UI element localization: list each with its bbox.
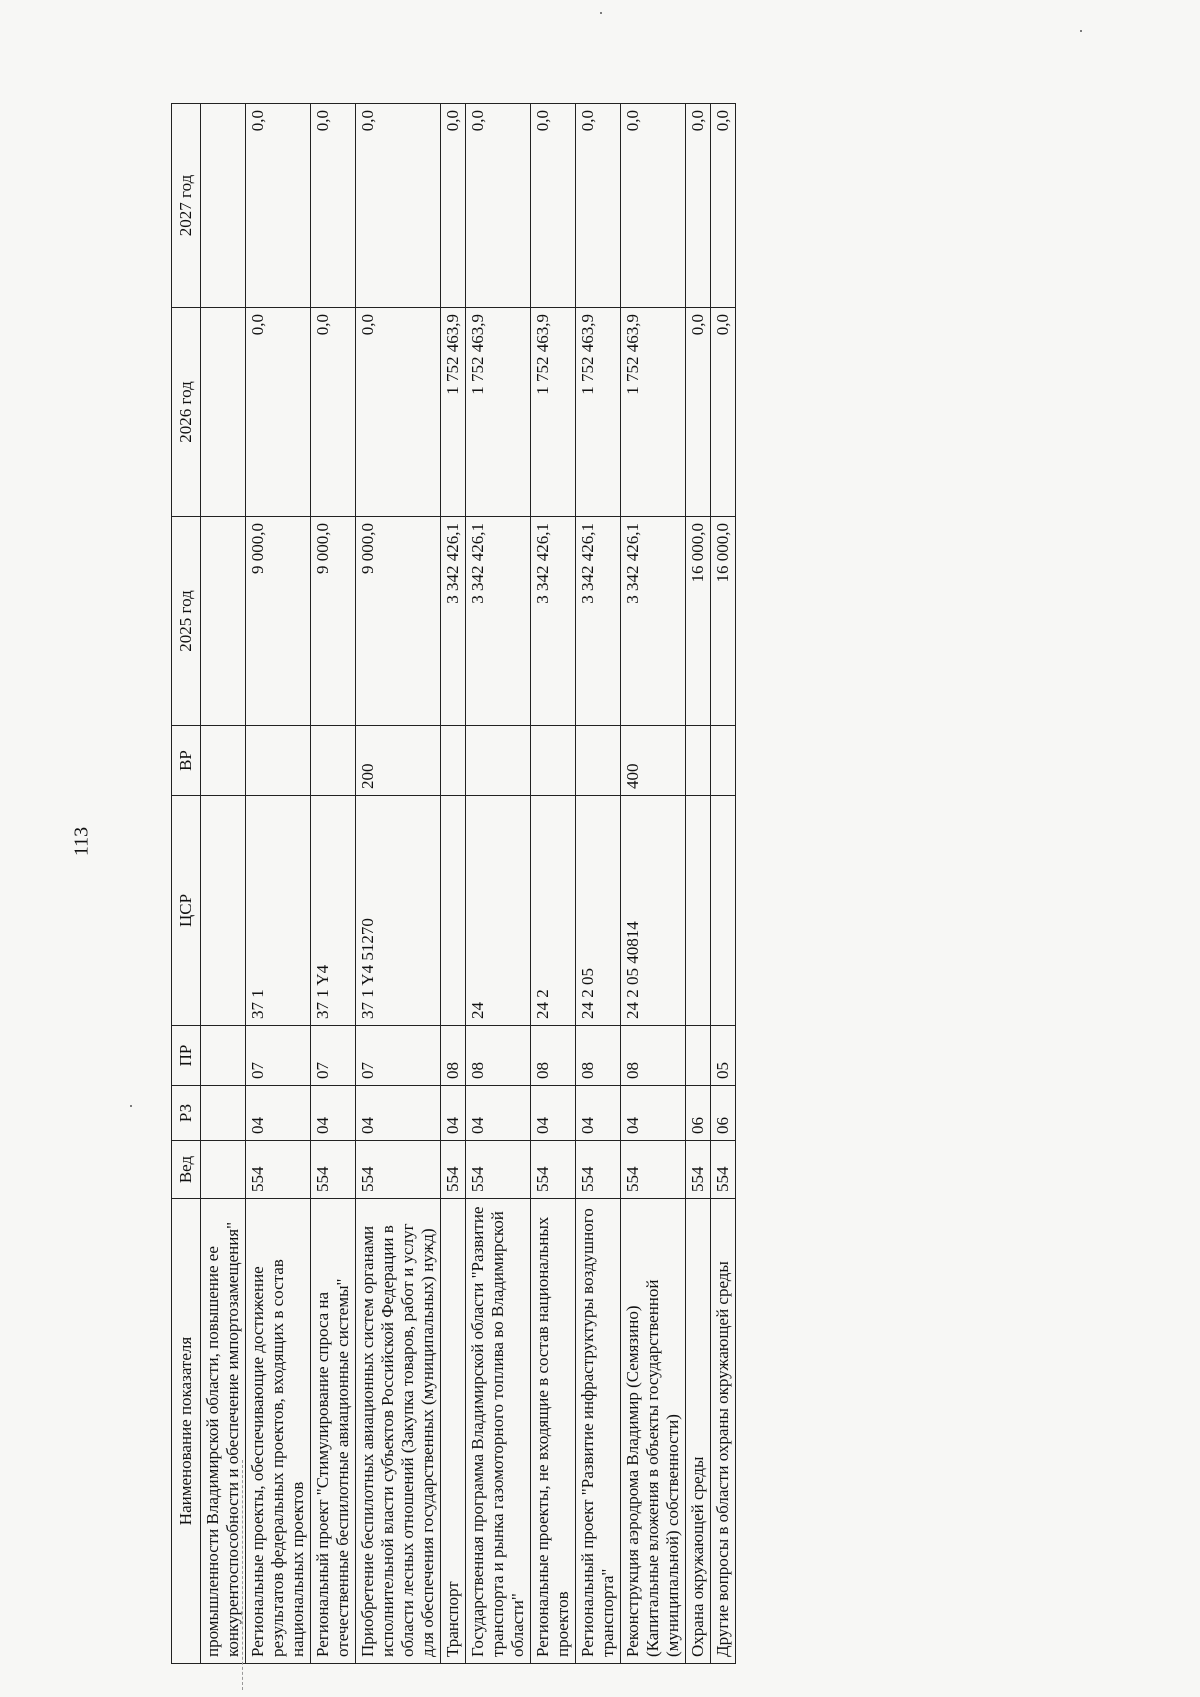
cell-2027: 0,0 xyxy=(531,104,576,308)
cell-2025: 3 342 426,1 xyxy=(531,517,576,726)
cell-csr xyxy=(201,796,246,1026)
table-row xyxy=(711,104,736,1664)
cell-rz: 06 xyxy=(686,1086,711,1141)
budget-table xyxy=(171,103,736,1664)
cell-ved: 554 xyxy=(711,1141,736,1199)
cell-2027 xyxy=(201,104,246,308)
cell-rz xyxy=(201,1086,246,1141)
cell-2027: 0,0 xyxy=(356,104,441,308)
scan-speck xyxy=(600,12,602,14)
header-2025: 2025 год xyxy=(172,517,201,726)
cell-2026: 1 752 463,9 xyxy=(621,308,686,517)
table-row xyxy=(621,104,686,1664)
cell-2027: 0,0 xyxy=(576,104,621,308)
cell-pr xyxy=(201,1026,246,1086)
cell-csr xyxy=(711,796,736,1026)
cell-vr xyxy=(576,726,621,796)
cell-csr: 24 2 05 40814 xyxy=(621,796,686,1026)
cell-name: Региональные проекты, не входящие в состав национальных проектов xyxy=(531,1199,576,1664)
cell-2027: 0,0 xyxy=(246,104,311,308)
cell-2026: 1 752 463,9 xyxy=(531,308,576,517)
cell-2025: 3 342 426,1 xyxy=(621,517,686,726)
cell-name: Транспорт xyxy=(441,1199,466,1664)
cell-ved: 554 xyxy=(531,1141,576,1199)
cell-2026 xyxy=(201,308,246,517)
header-vr: ВР xyxy=(172,726,201,796)
cell-csr: 24 xyxy=(466,796,531,1026)
cell-2026: 1 752 463,9 xyxy=(466,308,531,517)
table-row xyxy=(356,104,441,1664)
cell-ved: 554 xyxy=(466,1141,531,1199)
cell-pr: 08 xyxy=(441,1026,466,1086)
header-2027: 2027 год xyxy=(172,104,201,308)
cell-2026: 1 752 463,9 xyxy=(441,308,466,517)
cell-pr: 07 xyxy=(311,1026,356,1086)
cell-rz: 04 xyxy=(356,1086,441,1141)
cell-2026: 0,0 xyxy=(311,308,356,517)
cell-rz: 06 xyxy=(711,1086,736,1141)
cell-vr xyxy=(311,726,356,796)
cell-rz: 04 xyxy=(576,1086,621,1141)
cell-name: Государственная программа Владимирской области "Развитие транспорта и рынка газомоторного топлива во Владимирской области" xyxy=(466,1199,531,1664)
cell-name: Приобретение беспилотных авиационных систем органами исполнительной власти субъектов Российской Федерации в области лесных отношений (Закупка товаров, работ и услуг для обеспечения государственных (муниципальных) нужд) xyxy=(356,1199,441,1664)
cell-pr: 07 xyxy=(246,1026,311,1086)
cell-ved: 554 xyxy=(686,1141,711,1199)
header-name: Наименование показателя xyxy=(172,1199,201,1664)
cell-rz: 04 xyxy=(621,1086,686,1141)
cell-pr: 07 xyxy=(356,1026,441,1086)
table-row xyxy=(311,104,356,1664)
cell-ved: 554 xyxy=(311,1141,356,1199)
table-row xyxy=(576,104,621,1664)
cell-csr: 37 1 Y4 51270 xyxy=(356,796,441,1026)
cell-ved xyxy=(201,1141,246,1199)
header-pr: ПР xyxy=(172,1026,201,1086)
cell-2026: 1 752 463,9 xyxy=(576,308,621,517)
cell-pr: 05 xyxy=(711,1026,736,1086)
cell-2027: 0,0 xyxy=(686,104,711,308)
cell-2025: 16 000,0 xyxy=(686,517,711,726)
cell-2026: 0,0 xyxy=(711,308,736,517)
cell-2025 xyxy=(201,517,246,726)
table-row xyxy=(531,104,576,1664)
cell-rz: 04 xyxy=(246,1086,311,1141)
cell-csr xyxy=(441,796,466,1026)
header-ved: Вед xyxy=(172,1141,201,1199)
cell-2027: 0,0 xyxy=(441,104,466,308)
table-row xyxy=(686,104,711,1664)
cell-ved: 554 xyxy=(576,1141,621,1199)
cell-pr: 08 xyxy=(466,1026,531,1086)
cell-2025: 9 000,0 xyxy=(246,517,311,726)
cell-2027: 0,0 xyxy=(711,104,736,308)
cell-name: Региональный проект "Стимулирование спроса на отечественные беспилотные авиационные системы" xyxy=(311,1199,356,1664)
cell-pr xyxy=(686,1026,711,1086)
cell-2025: 9 000,0 xyxy=(356,517,441,726)
table-header-row xyxy=(172,104,201,1664)
scan-artifact-line xyxy=(242,1460,243,1690)
cell-vr xyxy=(201,726,246,796)
cell-2025: 9 000,0 xyxy=(311,517,356,726)
cell-vr xyxy=(711,726,736,796)
cell-name: Охрана окружающей среды xyxy=(686,1199,711,1664)
cell-2025: 3 342 426,1 xyxy=(576,517,621,726)
scan-speck xyxy=(130,1105,132,1107)
cell-vr xyxy=(531,726,576,796)
cell-vr: 400 xyxy=(621,726,686,796)
cell-pr: 08 xyxy=(576,1026,621,1086)
page-number: 113 xyxy=(70,826,93,857)
table-row xyxy=(466,104,531,1664)
cell-vr xyxy=(686,726,711,796)
cell-pr: 08 xyxy=(621,1026,686,1086)
cell-csr xyxy=(686,796,711,1026)
cell-name: Региональные проекты, обеспечивающие достижение результатов федеральных проектов, входящих в состав национальных проектов xyxy=(246,1199,311,1664)
header-2026: 2026 год xyxy=(172,308,201,517)
header-csr: ЦСР xyxy=(172,796,201,1026)
cell-2026: 0,0 xyxy=(246,308,311,517)
cell-csr: 37 1 Y4 xyxy=(311,796,356,1026)
cell-2027: 0,0 xyxy=(311,104,356,308)
cell-2025: 16 000,0 xyxy=(711,517,736,726)
cell-rz: 04 xyxy=(441,1086,466,1141)
cell-vr xyxy=(246,726,311,796)
header-rz: РЗ xyxy=(172,1086,201,1141)
cell-ved: 554 xyxy=(246,1141,311,1199)
cell-rz: 04 xyxy=(311,1086,356,1141)
cell-ved: 554 xyxy=(356,1141,441,1199)
cell-2025: 3 342 426,1 xyxy=(441,517,466,726)
budget-table-sheet xyxy=(171,104,1121,1664)
cell-csr: 24 2 xyxy=(531,796,576,1026)
cell-name: Региональный проект "Развитие инфраструктуры воздушного транспорта" xyxy=(576,1199,621,1664)
cell-rz: 04 xyxy=(531,1086,576,1141)
cell-csr: 24 2 05 xyxy=(576,796,621,1026)
cell-2025: 3 342 426,1 xyxy=(466,517,531,726)
cell-name: промышленности Владимирской области, повышение ее конкурентоспособности и обеспечение импортозамещения" xyxy=(201,1199,246,1664)
table-body xyxy=(201,104,736,1664)
table-row xyxy=(441,104,466,1664)
cell-name: Другие вопросы в области охраны окружающей среды xyxy=(711,1199,736,1664)
cell-pr: 08 xyxy=(531,1026,576,1086)
cell-vr xyxy=(441,726,466,796)
table-row xyxy=(201,104,246,1664)
cell-vr xyxy=(466,726,531,796)
cell-csr: 37 1 xyxy=(246,796,311,1026)
cell-2027: 0,0 xyxy=(621,104,686,308)
cell-ved: 554 xyxy=(441,1141,466,1199)
cell-name: Реконструкция аэродрома Владимир (Семязино) (Капитальные вложения в объекты государственной (муниципальной) собственности) xyxy=(621,1199,686,1664)
cell-2026: 0,0 xyxy=(686,308,711,517)
cell-2027: 0,0 xyxy=(466,104,531,308)
cell-ved: 554 xyxy=(621,1141,686,1199)
cell-2026: 0,0 xyxy=(356,308,441,517)
scan-speck xyxy=(1080,30,1082,32)
table-row xyxy=(246,104,311,1664)
cell-rz: 04 xyxy=(466,1086,531,1141)
cell-vr: 200 xyxy=(356,726,441,796)
